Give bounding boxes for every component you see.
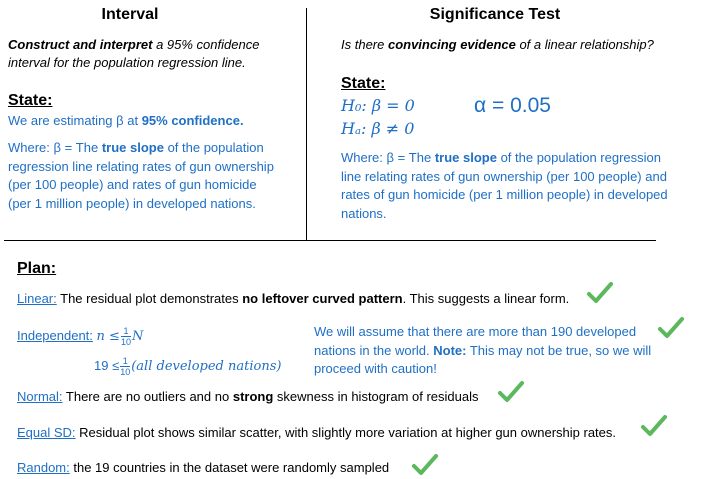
interval-where-rest: of the population regression line relating rates of gun ownership (per 100 people) and rates of gun homicide (per 1 million people) in developed nations. [8, 140, 274, 211]
line2-denominator: 10 [120, 367, 131, 377]
check-icon [497, 380, 525, 404]
alternative-hypothesis: Hₐ: β ≠ 0 [341, 119, 415, 138]
test-intro [341, 36, 701, 54]
independent-label: Independent: [17, 327, 93, 343]
interval-state-pre: We are estimating β at [8, 113, 142, 128]
normal-pre: There are no outliers and no [62, 389, 233, 404]
independent-note-bold: Note: [433, 342, 467, 358]
null-hypothesis: H₀: β = 0 [341, 96, 415, 115]
independent-line2-rhs: (all developed nations) [131, 358, 282, 374]
normal-label: Normal: [17, 389, 63, 404]
check-icon [657, 316, 685, 340]
independent-note-pre: We will assume that there are more than 190 developed nations in the world. [314, 324, 637, 358]
test-where [341, 149, 681, 223]
test-intro-pre: Is there [341, 37, 388, 52]
linear-label: Linear: [17, 291, 57, 306]
test-where-pre: Where: β = The [341, 150, 435, 165]
linear-pre: The residual plot demonstrates [56, 291, 243, 306]
independent-fraction [121, 326, 131, 347]
check-icon [640, 414, 668, 438]
independent-note [314, 323, 674, 379]
interval-where [8, 139, 283, 213]
interval-state-bold: 95% confidence. [141, 113, 244, 128]
normal-rest: skewness in histogram of residuals [273, 389, 479, 404]
fraction-numerator: 1 [121, 326, 131, 337]
equal-sd-text: Residual plot shows similar scatter, with slightly more variation at higher gun ownership rates. [75, 425, 617, 440]
random-text: the 19 countries in the dataset were randomly sampled [69, 460, 390, 475]
independent-formula-lhs: n ≤ [96, 328, 120, 344]
normal-bold: strong [232, 389, 274, 404]
independent-line2-lhs: 19 ≤ [94, 357, 120, 373]
fraction-denominator: 10 [120, 337, 131, 347]
interval-intro [8, 36, 300, 72]
plan-heading: Plan: [17, 260, 57, 277]
check-icon [411, 453, 439, 477]
interval-where-pre: Where: β = The [8, 140, 102, 155]
interval-where-bold: true slope [101, 140, 164, 155]
independent-line2 [94, 356, 281, 377]
test-intro-bold: convincing evidence [387, 37, 516, 52]
independent-line2-fraction [120, 356, 130, 377]
linear-rest: . This suggests a linear form. [402, 291, 570, 306]
independent-note-rest: This may not be true, so we will proceed with caution! [314, 342, 652, 376]
interval-intro-rest: a 95% confidence interval for the population regression line. [8, 37, 260, 70]
linear-condition [17, 290, 569, 309]
linear-bold: no leftover curved pattern [242, 291, 403, 306]
horizontal-divider [4, 240, 656, 241]
interval-state-heading: State: [8, 92, 53, 109]
random-condition [17, 459, 389, 478]
interval-title: Interval [101, 6, 159, 23]
normal-condition [17, 388, 479, 407]
test-state-heading: State: [341, 75, 386, 92]
interval-state-text [8, 112, 303, 131]
test-where-rest: of the population regression line relating rates of gun ownership (per 100 people) and rates of gun homicide (per 1 million people) in developed nations. [341, 150, 668, 221]
alpha-level: α = 0.05 [474, 94, 551, 117]
test-title: Significance Test [429, 6, 561, 23]
vertical-divider [306, 8, 307, 240]
independent-condition [17, 326, 143, 347]
line2-numerator: 1 [120, 356, 130, 367]
test-where-bold: true slope [434, 150, 497, 165]
test-intro-rest: of a linear relationship? [515, 37, 654, 52]
equal-sd-condition [17, 424, 616, 443]
check-icon [586, 281, 614, 305]
independent-formula-rhs: N [131, 328, 144, 344]
interval-intro-bold: Construct and interpret [8, 37, 153, 52]
equal-sd-label: Equal SD: [17, 425, 76, 440]
random-label: Random: [17, 460, 70, 475]
